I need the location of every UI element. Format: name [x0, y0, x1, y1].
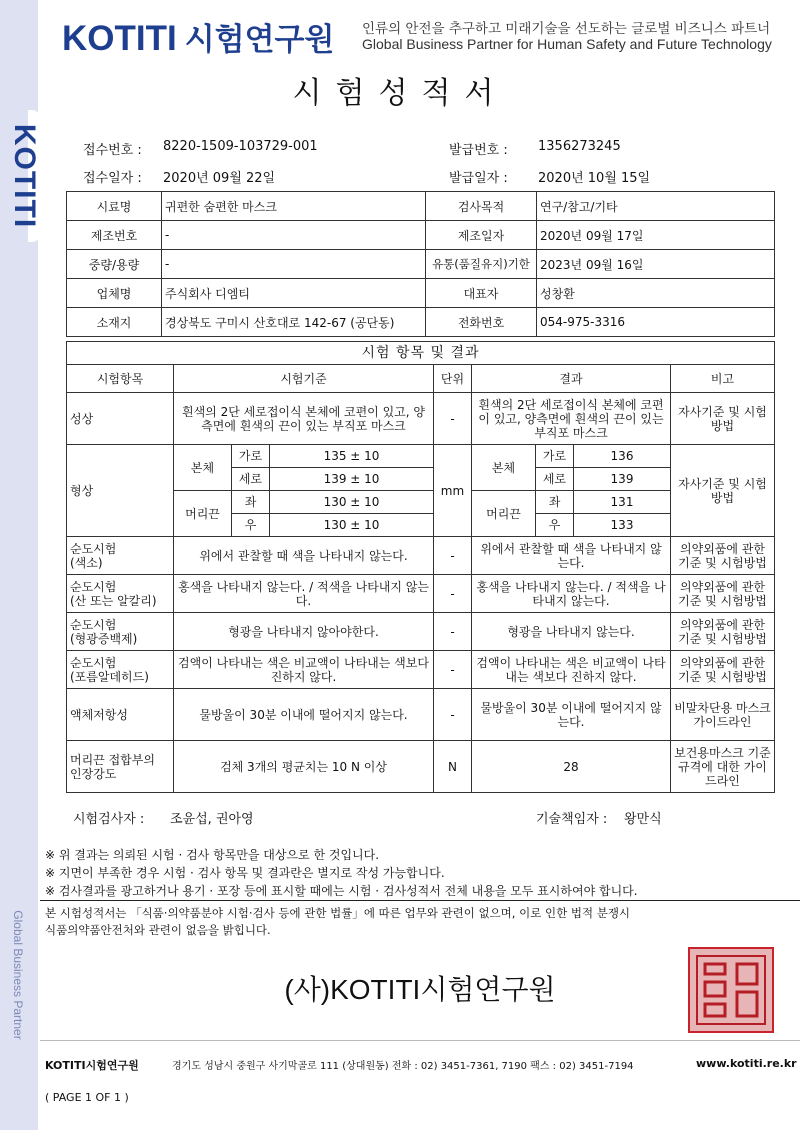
- sample-name-label: 시료명: [67, 192, 162, 221]
- table-row: [67, 250, 775, 279]
- appearance-unit: -: [434, 393, 472, 445]
- row-remark: 보건용마스크 기준 규격에 대한 가이드라인: [671, 741, 775, 793]
- company-label: 업체명: [67, 279, 162, 308]
- logo-korean: 시험연구원: [184, 22, 335, 57]
- row-result: 형광을 나타내지 않는다.: [472, 613, 671, 651]
- shape-std-width: 135 ± 10: [270, 445, 434, 468]
- row-result: 위에서 관찰할 때 색을 나타내지 않는다.: [472, 537, 671, 575]
- divider: [40, 900, 800, 901]
- row-remark: 의약외품에 관한 기준 및 시험방법: [671, 575, 775, 613]
- sample-name: 귀편한 숨편한 마스크: [162, 192, 426, 221]
- purpose: 연구/참고/기타: [537, 192, 775, 221]
- shape-res-right-label: 우: [536, 514, 574, 537]
- appearance-standard: 흰색의 2단 세로접이식 본체에 코편이 있고, 양측면에 흰색의 끈이 있는 부직포 마스크: [174, 393, 434, 445]
- shape-strap-label: 머리끈: [174, 491, 232, 537]
- shape-res-strap-label: 머리끈: [472, 491, 536, 537]
- appearance-remark: 자사기준 및 시험방법: [671, 393, 775, 445]
- row-remark: 의약외품에 관한 기준 및 시험방법: [671, 613, 775, 651]
- sidebar-logo: KOTITI: [8, 123, 41, 229]
- tester-label: 시험검사자 :: [73, 812, 145, 827]
- appearance-result: 흰색의 2단 세로접이식 본체에 코편이 있고, 양측면에 흰색의 끈이 있는 부직포 마스크: [472, 393, 671, 445]
- row-item: 순도시험 (산 또는 알칼리): [67, 575, 174, 613]
- shape-unit: mm: [434, 445, 472, 537]
- expiry: 2023년 09월 16일: [537, 250, 775, 279]
- row-standard: 검액이 나타내는 색은 비교액이 나타내는 색보다 진하지 않다.: [174, 651, 434, 689]
- table-row: [67, 537, 775, 575]
- shape-res-width-label: 가로: [536, 445, 574, 468]
- tagline-english: Global Business Partner for Human Safety and Future Technology: [362, 36, 772, 52]
- address-label: 소재지: [67, 308, 162, 337]
- row-unit: -: [434, 651, 472, 689]
- footer-divider: [40, 1040, 800, 1041]
- shape-width-label: 가로: [232, 445, 270, 468]
- row-unit: -: [434, 537, 472, 575]
- shape-res-height-label: 세로: [536, 468, 574, 491]
- shape-res-right: 133: [574, 514, 671, 537]
- col-header-item: 시험항목: [67, 365, 174, 393]
- receipt-date: 2020년 09월 22일: [163, 171, 276, 186]
- row-unit: -: [434, 689, 472, 741]
- shape-item: 형상: [67, 445, 174, 537]
- row-result: 검액이 나타내는 색은 비교액이 나타내는 색보다 진하지 않다.: [472, 651, 671, 689]
- table-row: [67, 393, 775, 445]
- manager-name: 왕만식: [624, 812, 662, 827]
- note-line: ※ 위 결과는 의뢰된 시험 · 검사 항목만을 대상으로 한 것입니다.: [45, 848, 380, 862]
- shape-res-body-label: 본체: [472, 445, 536, 491]
- row-item: 순도시험 (형광증백제): [67, 613, 174, 651]
- shape-res-left-label: 좌: [536, 491, 574, 514]
- row-standard: 검체 3개의 평균치는 10 N 이상: [174, 741, 434, 793]
- weight: -: [162, 250, 426, 279]
- row-unit: -: [434, 613, 472, 651]
- address: 경상북도 구미시 산호대로 142-67 (공단동): [162, 308, 426, 337]
- shape-std-left: 130 ± 10: [270, 491, 434, 514]
- official-seal: [688, 947, 774, 1033]
- table-row: [67, 741, 775, 793]
- mfg-date-label: 제조일자: [426, 221, 537, 250]
- table-row: [67, 613, 775, 651]
- row-unit: -: [434, 575, 472, 613]
- appearance-item: 성상: [67, 393, 174, 445]
- shape-std-height: 139 ± 10: [270, 468, 434, 491]
- issue-no-label: 발급번호 :: [449, 143, 508, 158]
- ceo: 성창환: [537, 279, 775, 308]
- mfg-no: -: [162, 221, 426, 250]
- row-remark: 의약외품에 관한 기준 및 시험방법: [671, 651, 775, 689]
- expiry-label: 유통(품질유지)기한: [426, 250, 537, 279]
- note-line: ※ 검사결과를 광고하거나 용기 · 포장 등에 표시할 때에는 시험 · 검사성적서 전체 내용을 모두 표시하여야 합니다.: [45, 884, 638, 898]
- shape-res-left: 131: [574, 491, 671, 514]
- shape-height-label: 세로: [232, 468, 270, 491]
- table-row: [67, 491, 775, 514]
- sidebar-tagline: Global Business Partner: [11, 910, 25, 1040]
- row-standard: 홍색을 나타내지 않는다. / 적색을 나타내지 않는다.: [174, 575, 434, 613]
- table-row: [67, 689, 775, 741]
- table-row: [67, 221, 775, 250]
- row-remark: 의약외품에 관한 기준 및 시험방법: [671, 537, 775, 575]
- company: 주식회사 디엠티: [162, 279, 426, 308]
- table-row: [67, 651, 775, 689]
- row-item: 순도시험 (색소): [67, 537, 174, 575]
- col-header-unit: 단위: [434, 365, 472, 393]
- disclaimer-line: 식품의약품안전처와 관련이 없음을 밝힙니다.: [45, 923, 271, 937]
- issue-no: 1356273245: [538, 139, 621, 154]
- results-table: [66, 341, 775, 793]
- manager-label: 기술책임자 :: [536, 812, 608, 827]
- note-line: ※ 지면이 부족한 경우 시험 · 검사 항목 및 결과란은 별지로 작성 가능합니다.: [45, 866, 445, 880]
- document-title: 시험성적서: [292, 76, 508, 111]
- mfg-date: 2020년 09월 17일: [537, 221, 775, 250]
- row-item: 순도시험 (포름알데히드): [67, 651, 174, 689]
- receipt-no: 8220-1509-103729-001: [163, 139, 318, 154]
- logo-latin: KOTITI: [62, 19, 177, 58]
- row-remark: 비말차단용 마스크 가이드라인: [671, 689, 775, 741]
- row-standard: 형광을 나타내지 않아야한다.: [174, 613, 434, 651]
- shape-body-label: 본체: [174, 445, 232, 491]
- page-number: ( PAGE 1 OF 1 ): [45, 1091, 129, 1104]
- table-row: [67, 279, 775, 308]
- row-result: 28: [472, 741, 671, 793]
- row-result: 물방울이 30분 이내에 떨어지지 않는다.: [472, 689, 671, 741]
- shape-res-width: 136: [574, 445, 671, 468]
- col-header-standard: 시험기준: [174, 365, 434, 393]
- purpose-label: 검사목적: [426, 192, 537, 221]
- table-header-row: [67, 365, 775, 393]
- row-standard: 위에서 관찰할 때 색을 나타내지 않는다.: [174, 537, 434, 575]
- receipt-date-label: 접수일자 :: [83, 171, 142, 186]
- row-standard: 물방울이 30분 이내에 떨어지지 않는다.: [174, 689, 434, 741]
- issue-date: 2020년 10월 15일: [538, 171, 651, 186]
- col-header-result: 결과: [472, 365, 671, 393]
- results-section-title: 시험 항목 및 결과: [67, 342, 775, 365]
- footer-org: KOTITI시험연구원: [45, 1059, 139, 1072]
- table-row: [67, 308, 775, 337]
- shape-right-label: 우: [232, 514, 270, 537]
- table-row: [67, 575, 775, 613]
- issue-date-label: 발급일자 :: [449, 171, 508, 186]
- shape-left-label: 좌: [232, 491, 270, 514]
- phone: 054-975-3316: [537, 308, 775, 337]
- disclaimer-line: 본 시험성적서는 「식품·의약품분야 시험·검사 등에 관한 법률」에 따른 업무와 관련이 없으며, 이로 인한 법적 분쟁시: [45, 906, 631, 920]
- mfg-no-label: 제조번호: [67, 221, 162, 250]
- row-result: 홍색을 나타내지 않는다. / 적색을 나타내지 않는다.: [472, 575, 671, 613]
- footer-address: 경기도 성남시 중원구 사기막골로 111 (상대원동) 전화 : 02) 3451-7361, 7190 팩스 : 02) 3451-7194: [172, 1061, 634, 1072]
- row-item: 액체저항성: [67, 689, 174, 741]
- row-unit: N: [434, 741, 472, 793]
- tester-names: 조윤섭, 권아영: [170, 812, 254, 827]
- row-item: 머리끈 접합부의 인장강도: [67, 741, 174, 793]
- shape-res-height: 139: [574, 468, 671, 491]
- phone-label: 전화번호: [426, 308, 537, 337]
- header-logo: [62, 14, 334, 59]
- sample-info-table: [66, 191, 775, 337]
- receipt-no-label: 접수번호 :: [83, 143, 142, 158]
- ceo-label: 대표자: [426, 279, 537, 308]
- table-row: [67, 445, 775, 468]
- footer-website: www.kotiti.re.kr: [696, 1057, 797, 1070]
- tagline-korean: 인류의 안전을 추구하고 미래기술을 선도하는 글로벌 비즈니스 파트너: [362, 21, 771, 37]
- col-header-remark: 비고: [671, 365, 775, 393]
- weight-label: 중량/용량: [67, 250, 162, 279]
- shape-std-right: 130 ± 10: [270, 514, 434, 537]
- seal-pattern-icon: [693, 952, 769, 1028]
- issuer-name: (사)KOTITI시험연구원: [284, 974, 556, 1005]
- table-row: [67, 192, 775, 221]
- shape-remark: 자사기준 및 시험방법: [671, 445, 775, 537]
